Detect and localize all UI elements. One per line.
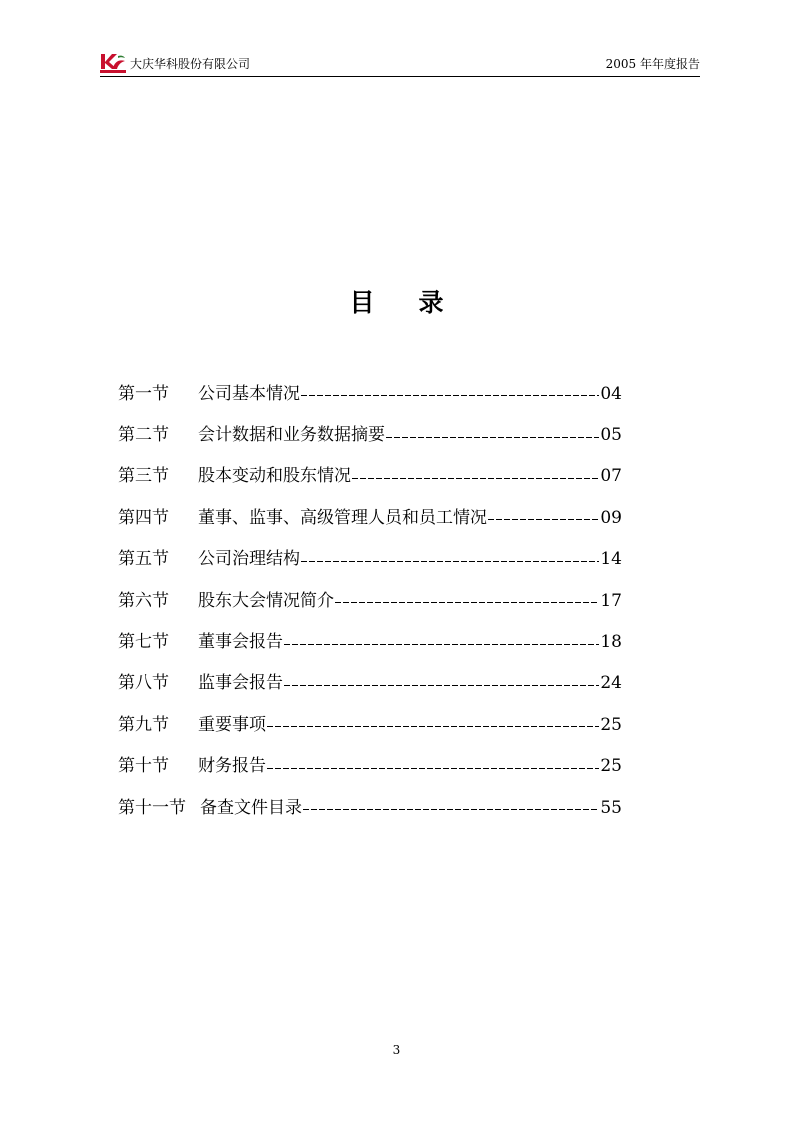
toc-section-label: 第二节 [118,425,169,446]
toc-section-label: 第六节 [118,590,169,611]
toc-entry-4[interactable] [118,497,622,538]
toc-section-title: 财务报告 [198,756,266,777]
toc-entry-8[interactable] [118,663,622,704]
toc-page-number: 55 [600,797,622,818]
toc-section-title: 公司基本情况 [198,383,300,404]
toc-section-title: 股东大会情况简介 [198,590,334,611]
toc-section-title: 公司治理结构 [198,549,300,570]
toc-page-number: 07 [600,466,622,487]
toc-section-title: 董事、监事、高级管理人员和员工情况 [198,507,487,528]
toc-entry-3[interactable] [118,456,622,497]
table-of-contents [118,373,622,828]
toc-leader [335,602,599,603]
toc-leader [267,768,599,769]
page-title [0,286,793,320]
toc-leader [303,809,599,810]
toc-section-title: 监事会报告 [198,673,283,694]
toc-section-title: 董事会报告 [198,632,283,653]
toc-page-number: 25 [600,756,622,777]
toc-leader [301,561,599,562]
toc-leader [284,685,599,686]
company-logo-icon [100,53,126,73]
toc-page-number: 05 [600,425,622,446]
toc-leader [267,726,599,727]
toc-page-number: 04 [600,383,622,404]
toc-entry-9[interactable] [118,704,622,745]
toc-leader [301,395,599,396]
toc-page-number: 09 [600,507,622,528]
toc-section-label: 第一节 [118,383,169,404]
toc-entry-6[interactable] [118,580,622,621]
toc-section-title: 重要事项 [198,714,266,735]
toc-leader [352,478,599,479]
toc-section-label: 第十节 [118,756,169,777]
header-divider [100,76,700,77]
toc-section-title: 备查文件目录 [200,797,302,818]
toc-section-label: 第十一节 [118,797,186,818]
toc-leader [488,519,599,520]
page-header [100,52,700,76]
toc-section-title: 会计数据和业务数据摘要 [198,425,385,446]
toc-page-number: 18 [600,632,622,653]
toc-entry-10[interactable] [118,746,622,787]
title-char-2: 录 [418,288,444,317]
toc-entry-5[interactable] [118,539,622,580]
page-number: 3 [392,1043,401,1057]
toc-entry-11[interactable] [118,787,622,828]
toc-leader [386,437,599,438]
report-title: 2005 年年度报告 [605,57,700,71]
toc-leader [284,644,599,645]
toc-section-label: 第八节 [118,673,169,694]
toc-section-label: 第九节 [118,714,169,735]
toc-section-label: 第四节 [118,507,169,528]
toc-entry-2[interactable] [118,414,622,455]
company-name: 大庆华科股份有限公司 [130,57,251,71]
toc-section-title: 股本变动和股东情况 [198,466,351,487]
toc-page-number: 17 [600,590,622,611]
toc-entry-7[interactable] [118,621,622,662]
title-char-1: 目 [349,288,375,317]
toc-page-number: 24 [600,673,622,694]
toc-page-number: 25 [600,714,622,735]
toc-entry-1[interactable] [118,373,622,414]
toc-section-label: 第五节 [118,549,169,570]
toc-section-label: 第七节 [118,632,169,653]
toc-page-number: 14 [600,549,622,570]
toc-section-label: 第三节 [118,466,169,487]
